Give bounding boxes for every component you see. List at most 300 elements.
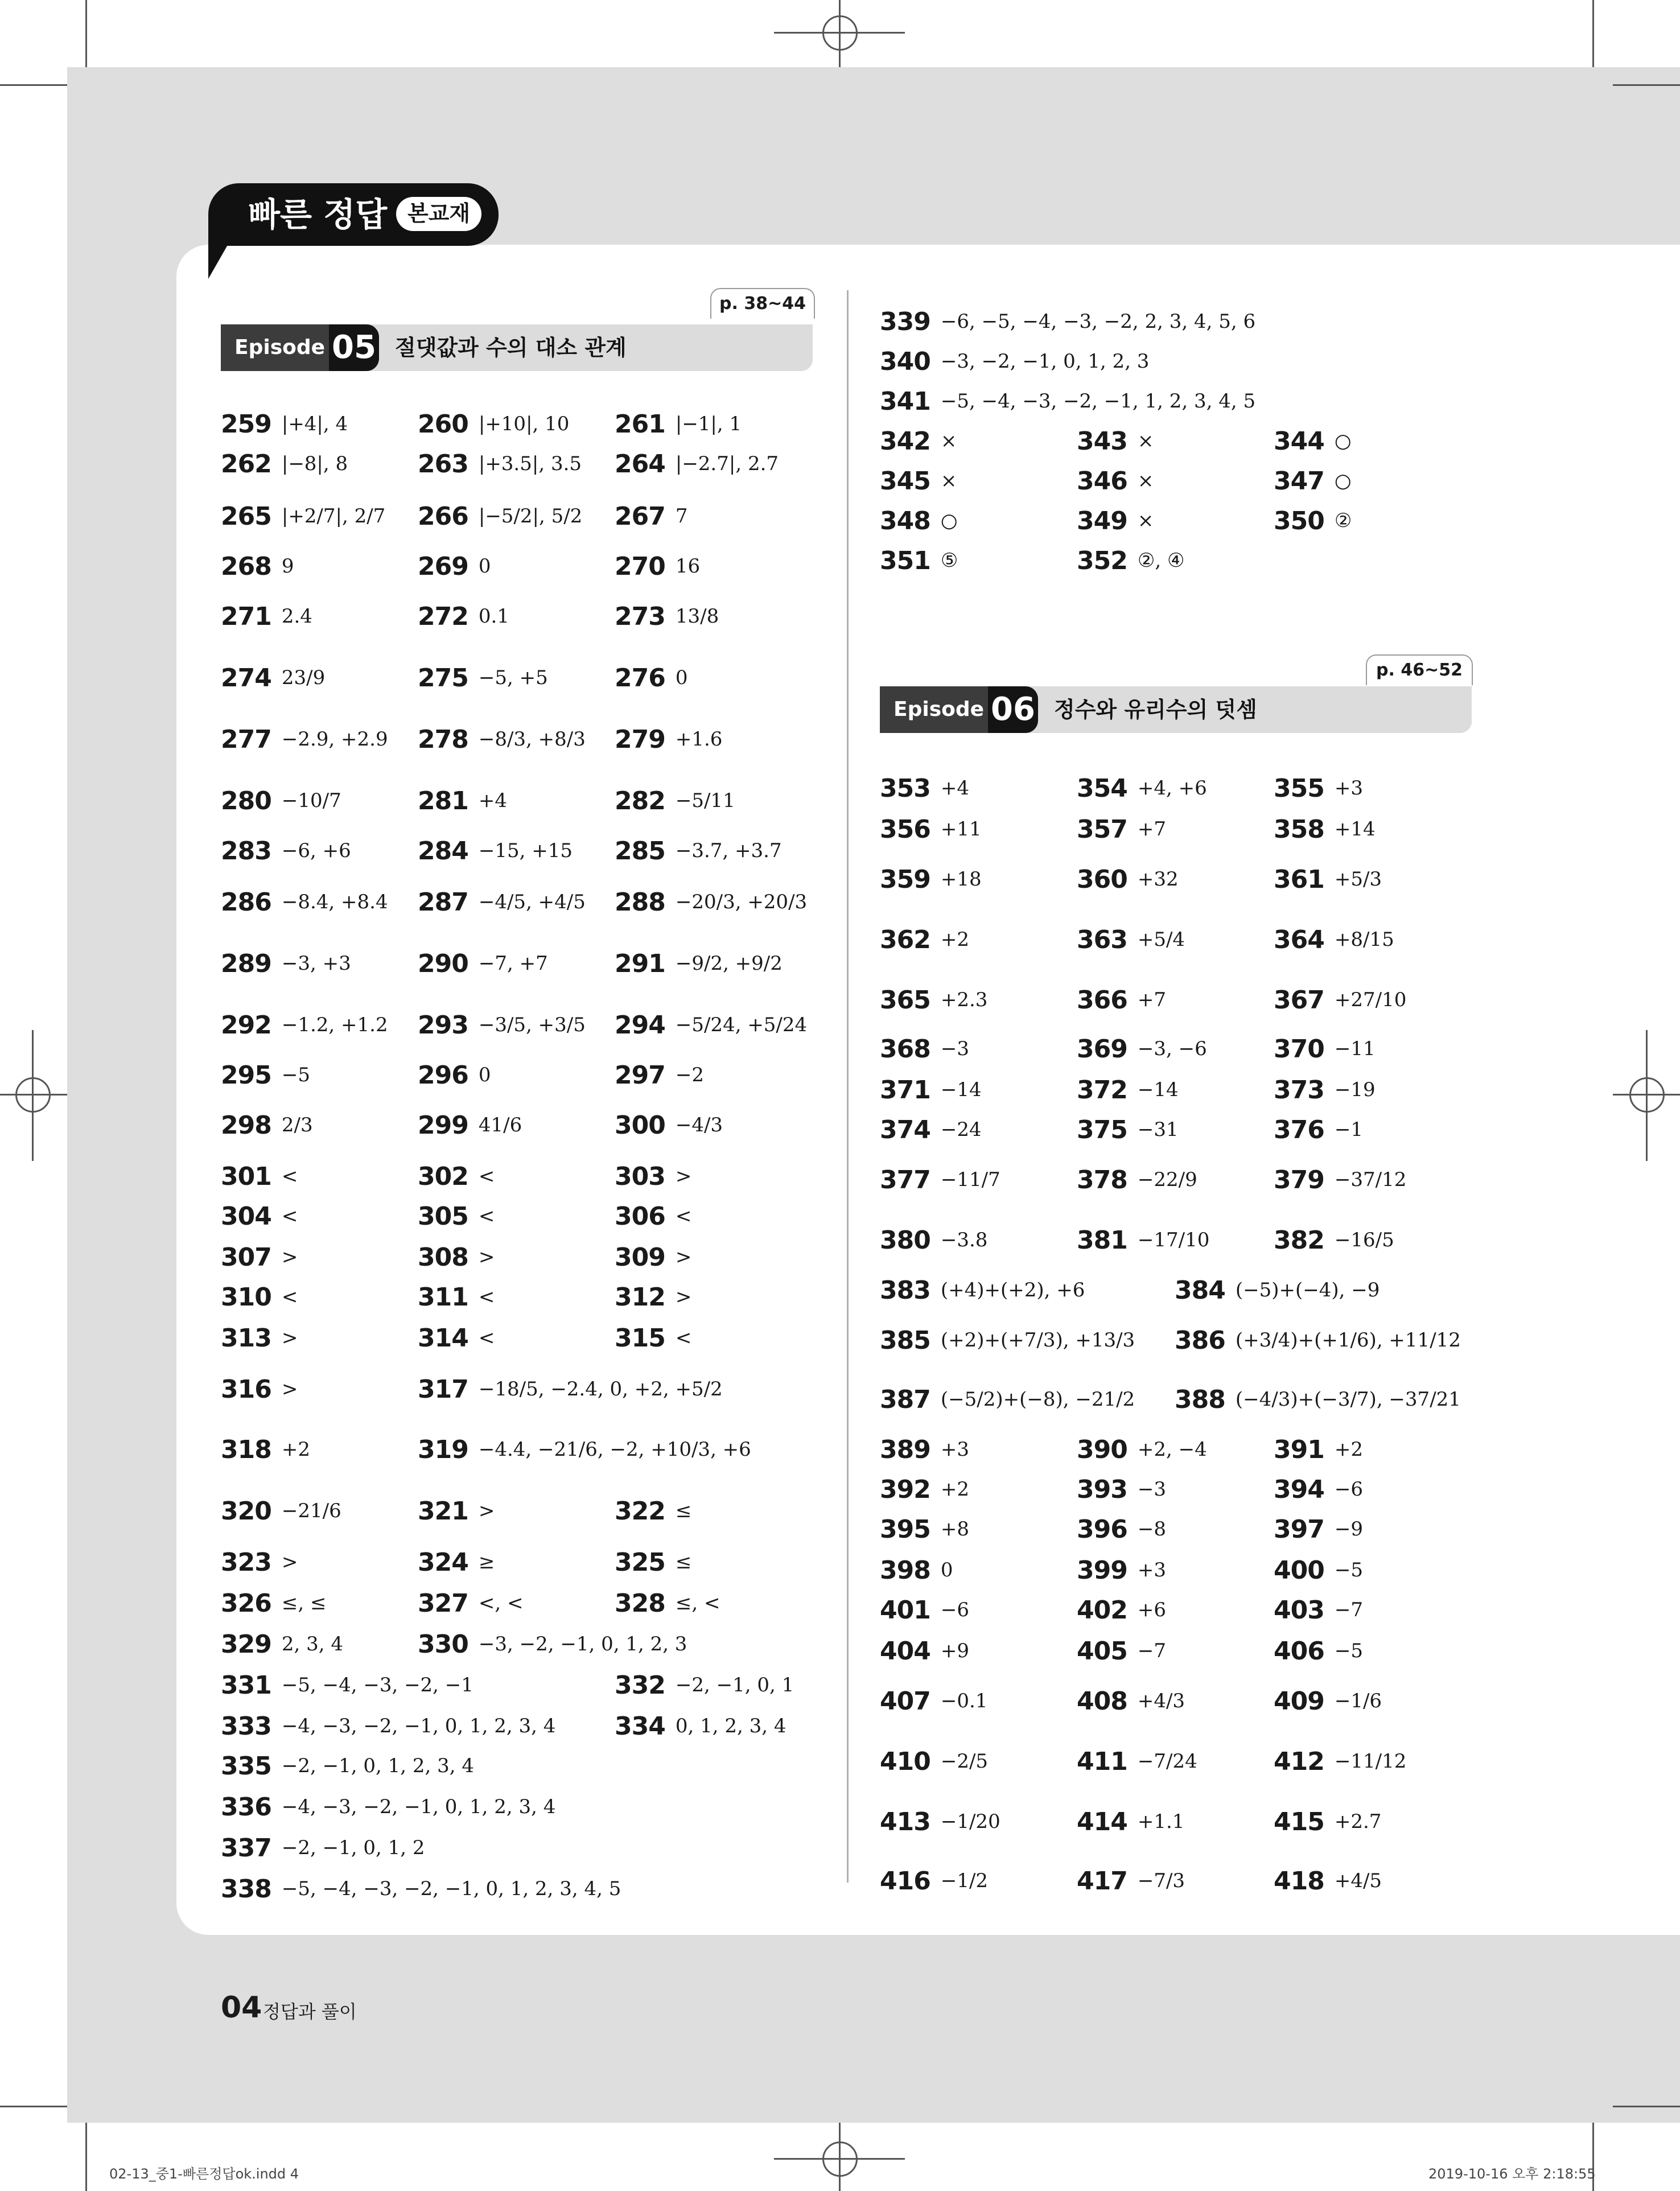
answer-value: −8/3, +8/3 <box>478 728 586 751</box>
answer-value: −7, +7 <box>478 952 548 975</box>
problem-number: 399 <box>1077 1555 1127 1585</box>
problem-number: 418 <box>1274 1866 1324 1896</box>
answer-value: +3 <box>1334 777 1363 800</box>
answer-value: × <box>940 430 957 452</box>
answer-value: > <box>478 1246 495 1269</box>
problem-number: 407 <box>880 1686 930 1716</box>
answer-item <box>221 1869 621 1909</box>
answer-row <box>880 1379 1483 1419</box>
answer-item <box>1077 920 1185 959</box>
problem-number: 312 <box>615 1282 665 1312</box>
answer-item <box>1274 768 1363 808</box>
answer-item <box>418 1491 495 1531</box>
answer-row <box>880 1029 1483 1069</box>
answer-value: |+2/7|, 2/7 <box>281 505 386 528</box>
answer-value: −5 <box>1334 1559 1363 1582</box>
answer-item <box>1274 1029 1376 1069</box>
answer-value: 13/8 <box>675 605 719 628</box>
answer-value: −11/12 <box>1334 1750 1407 1773</box>
answer-item <box>880 1590 969 1630</box>
answer-value: +2 <box>940 928 969 951</box>
answer-item <box>880 809 982 849</box>
page-label: 정답과 풀이 <box>263 2001 357 2023</box>
answer-item <box>1175 1270 1380 1310</box>
answer-item <box>615 1277 691 1317</box>
answer-value: −2 <box>675 1064 704 1086</box>
problem-number: 370 <box>1274 1034 1324 1064</box>
answer-value: −11 <box>1334 1037 1376 1060</box>
answer-row <box>880 341 1483 381</box>
problem-number: 347 <box>1274 466 1324 496</box>
answer-value: −5, −4, −3, −2, −1 <box>281 1674 473 1696</box>
answer-value: +2, −4 <box>1137 1438 1207 1461</box>
problem-number: 340 <box>880 347 930 376</box>
registration-mark-icon <box>822 15 858 51</box>
answer-row <box>221 496 824 536</box>
problem-number: 354 <box>1077 773 1127 803</box>
answer-item <box>221 1665 473 1705</box>
problem-number: 389 <box>880 1435 930 1464</box>
answer-item <box>221 1005 388 1045</box>
episode-title: 절댓값과 수의 대소 관계 <box>395 335 627 360</box>
answer-value: 0, 1, 2, 3, 4 <box>675 1715 787 1737</box>
problem-number: 388 <box>1175 1385 1225 1414</box>
answer-value: |+4|, 4 <box>281 413 348 435</box>
answer-value: 0 <box>478 555 491 578</box>
problem-number: 293 <box>418 1010 468 1040</box>
answer-value: +2 <box>940 1478 969 1501</box>
answer-row <box>221 404 824 444</box>
problem-number: 325 <box>615 1547 665 1577</box>
answer-row <box>880 381 1483 421</box>
answer-value: −14 <box>1137 1078 1179 1101</box>
answer-item <box>221 1156 298 1196</box>
problem-number: 294 <box>615 1010 665 1040</box>
problem-number: 284 <box>418 836 468 866</box>
problem-number: 346 <box>1077 466 1127 496</box>
problem-number: 401 <box>880 1595 930 1625</box>
answer-item <box>1274 1590 1363 1630</box>
problem-number: 337 <box>221 1833 271 1863</box>
answer-item <box>880 1320 1135 1360</box>
problem-number: 311 <box>418 1282 468 1312</box>
answer-row <box>880 1631 1483 1671</box>
problem-number: 288 <box>615 887 665 917</box>
slug-filename: 02-13_중1-빠른정답ok.indd 4 <box>109 2166 299 2182</box>
answer-item <box>1274 1469 1363 1509</box>
problem-number: 324 <box>418 1547 468 1577</box>
answer-item <box>615 1706 786 1746</box>
answer-value: ② <box>1334 509 1352 532</box>
answer-value: +5/4 <box>1137 928 1185 951</box>
problem-number: 310 <box>221 1282 271 1312</box>
answer-item <box>615 719 722 759</box>
answer-value: +2 <box>281 1438 310 1461</box>
answer-row <box>880 980 1483 1020</box>
answer-item <box>418 658 548 698</box>
answer-item <box>221 1624 343 1664</box>
problem-number: 366 <box>1077 985 1127 1015</box>
answer-item <box>221 546 294 586</box>
problem-number: 348 <box>880 506 930 536</box>
answer-item <box>221 1542 298 1582</box>
problem-number: 263 <box>418 449 468 479</box>
answer-item <box>221 1430 310 1469</box>
column-divider <box>847 290 849 1883</box>
answer-value: ≤ <box>675 1500 692 1522</box>
answer-item <box>1077 1430 1207 1469</box>
answer-value: −4, −3, −2, −1, 0, 1, 2, 3, 4 <box>281 1715 556 1737</box>
answer-value: |−1|, 1 <box>675 413 742 435</box>
problem-number: 307 <box>221 1242 271 1272</box>
answer-value: −5, +5 <box>478 666 548 689</box>
answer-item <box>615 1237 691 1277</box>
answer-value: −4.4, −21/6, −2, +10/3, +6 <box>478 1438 751 1461</box>
problem-number: 300 <box>615 1110 665 1140</box>
registration-mark-icon <box>1629 1077 1665 1113</box>
answer-value: −7/24 <box>1137 1750 1197 1773</box>
answer-item <box>418 1430 751 1469</box>
header-title: 빠른 정답 <box>248 195 388 234</box>
problem-number: 267 <box>615 501 665 531</box>
answer-item <box>221 1105 313 1145</box>
answer-item <box>880 1741 988 1781</box>
problem-number: 364 <box>1274 925 1324 954</box>
answer-item <box>221 781 341 821</box>
problem-number: 385 <box>880 1325 930 1355</box>
answer-value: (+3/4)+(+1/6), +11/12 <box>1235 1329 1461 1352</box>
problem-number: 411 <box>1077 1747 1127 1776</box>
answer-item <box>221 1828 425 1868</box>
problem-number: 381 <box>1077 1225 1127 1255</box>
problem-number: 398 <box>880 1555 930 1585</box>
answer-value: +2 <box>1334 1438 1363 1461</box>
answer-item <box>221 831 351 871</box>
answer-value: < <box>281 1205 298 1228</box>
answer-row <box>221 1665 824 1705</box>
answer-item <box>418 1156 495 1196</box>
answer-item <box>1274 421 1352 461</box>
answer-row <box>221 1055 824 1095</box>
answer-item <box>418 1277 495 1317</box>
answer-value: × <box>940 470 957 492</box>
answer-item <box>880 980 987 1020</box>
problem-number: 358 <box>1274 814 1324 844</box>
answer-value: −16/5 <box>1334 1229 1394 1251</box>
registration-mark-icon <box>15 1077 51 1113</box>
answer-item <box>1077 1741 1197 1781</box>
answer-item <box>1274 1802 1381 1842</box>
answer-value: < <box>281 1165 298 1188</box>
answer-value: −5, −4, −3, −2, −1, 1, 2, 3, 4, 5 <box>940 390 1256 413</box>
answer-row <box>880 1550 1483 1590</box>
problem-number: 299 <box>418 1110 468 1140</box>
answer-row <box>880 1070 1483 1110</box>
answer-row <box>221 1196 824 1236</box>
problem-number: 280 <box>221 786 271 816</box>
answer-value: +4, +6 <box>1137 777 1207 800</box>
problem-number: 272 <box>418 602 468 631</box>
answer-item <box>880 461 957 501</box>
answer-item <box>880 1430 969 1469</box>
answer-row <box>221 1369 824 1409</box>
problem-number: 286 <box>221 887 271 917</box>
answer-value: −37/12 <box>1334 1168 1407 1191</box>
answer-row <box>880 1861 1483 1901</box>
answer-item <box>880 768 969 808</box>
answer-value: −2.9, +2.9 <box>281 728 388 751</box>
answer-value: −3.8 <box>940 1229 988 1251</box>
answer-item <box>418 1369 723 1409</box>
answer-value: −3 <box>1137 1478 1166 1501</box>
answer-value: > <box>281 1378 298 1401</box>
answer-value: < <box>675 1205 692 1228</box>
answer-value: |−5/2|, 5/2 <box>478 505 583 528</box>
answer-item <box>418 546 491 586</box>
problem-number: 408 <box>1077 1686 1127 1716</box>
problem-number: 301 <box>221 1162 271 1191</box>
answer-value: −3, −2, −1, 0, 1, 2, 3 <box>940 350 1150 373</box>
problem-number: 397 <box>1274 1514 1324 1544</box>
answer-item <box>880 1802 1000 1842</box>
answer-value: 0.1 <box>478 605 509 628</box>
answer-value: 7 <box>675 505 688 528</box>
episode-number: 06 <box>988 686 1038 733</box>
problem-number: 394 <box>1274 1475 1324 1504</box>
answer-item <box>880 1631 969 1671</box>
problem-number: 342 <box>880 426 930 456</box>
answer-value: −7 <box>1137 1640 1166 1662</box>
problem-number: 349 <box>1077 506 1127 536</box>
answer-item <box>1274 920 1394 959</box>
answer-value: > <box>281 1327 298 1349</box>
answer-value: −3, −2, −1, 0, 1, 2, 3 <box>478 1633 687 1655</box>
answer-item <box>1274 1110 1363 1150</box>
page-range-left: p. 38~44 <box>710 288 815 319</box>
answer-item <box>221 1491 341 1531</box>
answer-item <box>221 496 385 536</box>
crop-mark <box>85 0 87 67</box>
problem-number: 309 <box>615 1242 665 1272</box>
answer-value: −22/9 <box>1137 1168 1197 1191</box>
answer-item <box>221 1318 298 1358</box>
answer-item <box>615 596 719 636</box>
answer-value: +5/3 <box>1334 868 1382 891</box>
problem-number: 367 <box>1274 985 1324 1015</box>
answer-value: < <box>675 1327 692 1349</box>
problem-number: 373 <box>1274 1075 1324 1105</box>
answer-item <box>1077 1861 1185 1901</box>
answer-value: −19 <box>1334 1078 1376 1101</box>
answer-value: ②, ④ <box>1137 549 1185 572</box>
answer-row <box>221 831 824 871</box>
answer-value: +4 <box>940 777 969 800</box>
problem-number: 369 <box>1077 1034 1127 1064</box>
answer-value: 23/9 <box>281 666 326 689</box>
answer-row <box>880 1741 1483 1781</box>
answer-item <box>1274 980 1406 1020</box>
problem-number: 273 <box>615 602 665 631</box>
problem-number: 326 <box>221 1588 271 1618</box>
answer-value: × <box>1137 509 1154 532</box>
crop-mark <box>1613 2106 1680 2107</box>
crop-mark <box>1613 84 1680 86</box>
answer-value: −10/7 <box>281 789 341 812</box>
answer-row <box>221 1277 824 1317</box>
episode-06-bar <box>880 686 1472 733</box>
answer-value: −7/3 <box>1137 1869 1185 1892</box>
answer-item <box>221 1746 474 1786</box>
answer-row <box>221 658 824 698</box>
problem-number: 416 <box>880 1866 930 1896</box>
problem-number: 331 <box>221 1670 271 1700</box>
answer-item <box>1274 1741 1406 1781</box>
answer-item <box>880 1861 988 1901</box>
problem-number: 335 <box>221 1751 271 1781</box>
problem-number: 291 <box>615 949 665 978</box>
answer-value: +2.3 <box>940 989 988 1011</box>
answer-value: −3/5, +3/5 <box>478 1014 586 1036</box>
answer-value: < <box>478 1205 495 1228</box>
problem-number: 400 <box>1274 1555 1324 1585</box>
answer-value: −4/3 <box>675 1114 723 1136</box>
answer-value: |+10|, 10 <box>478 413 570 435</box>
answer-item <box>418 596 509 636</box>
answer-value: −1.2, +1.2 <box>281 1014 388 1036</box>
answer-item <box>880 1220 987 1260</box>
answer-value: ≤ <box>675 1551 692 1574</box>
answer-item <box>880 501 958 541</box>
answer-row <box>221 882 824 922</box>
problem-number: 320 <box>221 1496 271 1526</box>
answer-item <box>1274 1430 1363 1469</box>
problem-number: 285 <box>615 836 665 866</box>
problem-number: 414 <box>1077 1807 1127 1836</box>
problem-number: 333 <box>221 1711 271 1741</box>
answer-value: ≤, < <box>675 1592 720 1615</box>
page-range-right: p. 46~52 <box>1366 654 1473 685</box>
answer-value: −31 <box>1137 1118 1179 1141</box>
answer-item <box>418 1583 523 1623</box>
answer-item <box>880 920 969 959</box>
episode-title: 정수와 유리수의 덧셈 <box>1054 697 1257 722</box>
answer-value: 2.4 <box>281 605 312 628</box>
answer-item <box>221 1583 326 1623</box>
answer-value: (−4/3)+(−3/7), −37/21 <box>1235 1388 1461 1411</box>
problem-number: 297 <box>615 1060 665 1090</box>
answer-row <box>221 1491 824 1531</box>
answer-value: −1/6 <box>1334 1690 1382 1712</box>
answer-item <box>880 1469 969 1509</box>
answer-item <box>880 381 1255 421</box>
answer-value: −24 <box>940 1118 982 1141</box>
answer-item <box>1077 421 1154 461</box>
problem-number: 266 <box>418 501 468 531</box>
answer-item <box>880 1110 982 1150</box>
answer-row <box>221 1156 824 1196</box>
answer-row <box>880 768 1483 808</box>
problem-number: 305 <box>418 1201 468 1231</box>
answer-value: +27/10 <box>1334 989 1407 1011</box>
problem-number: 319 <box>418 1435 468 1464</box>
answer-item <box>880 302 1255 341</box>
answer-item <box>615 1665 794 1705</box>
problem-number: 314 <box>418 1323 468 1353</box>
answer-item <box>1077 1070 1179 1110</box>
problem-number: 283 <box>221 836 271 866</box>
problem-number: 357 <box>1077 814 1127 844</box>
answer-item <box>1077 1550 1166 1590</box>
problem-number: 275 <box>418 663 468 693</box>
problem-number: 336 <box>221 1792 271 1822</box>
answer-value: −6, −5, −4, −3, −2, 2, 3, 4, 5, 6 <box>940 310 1256 333</box>
answer-row <box>880 920 1483 959</box>
answer-item <box>615 781 735 821</box>
answer-row <box>880 1590 1483 1630</box>
answer-row <box>880 1509 1483 1549</box>
problem-number: 392 <box>880 1475 930 1504</box>
answer-row <box>880 1802 1483 1842</box>
problem-number: 332 <box>615 1670 665 1700</box>
answer-item <box>1077 980 1166 1020</box>
answer-item <box>1077 859 1179 899</box>
answer-value: > <box>675 1165 692 1188</box>
answer-value: −8 <box>1137 1518 1166 1541</box>
answer-value: −9/2, +9/2 <box>675 952 783 975</box>
answer-value: +7 <box>1137 989 1166 1011</box>
episode-05-bar <box>221 324 813 371</box>
answer-value: −21/6 <box>281 1500 341 1522</box>
episode-number: 05 <box>329 324 379 371</box>
answer-item <box>221 1787 555 1827</box>
problem-number: 317 <box>418 1374 468 1404</box>
answer-row <box>221 1318 824 1358</box>
slug-timestamp: 2019-10-16 오후 2:18:55 <box>1428 2166 1596 2182</box>
answer-item <box>615 1105 723 1145</box>
problem-number: 313 <box>221 1323 271 1353</box>
problem-number: 410 <box>880 1747 930 1776</box>
answer-value: −14 <box>940 1078 982 1101</box>
problem-number: 334 <box>615 1711 665 1741</box>
answer-value: × <box>1137 430 1154 452</box>
answer-row <box>221 1005 824 1045</box>
answer-value: 0 <box>478 1064 491 1086</box>
problem-number: 330 <box>418 1629 468 1659</box>
problem-number: 321 <box>418 1496 468 1526</box>
problem-number: 383 <box>880 1275 930 1305</box>
episode-label: Episode <box>221 324 329 371</box>
problem-number: 290 <box>418 949 468 978</box>
answer-item <box>1175 1320 1461 1360</box>
answer-value: −3, −6 <box>1137 1037 1207 1060</box>
answer-item <box>1077 1681 1185 1721</box>
problem-number: 350 <box>1274 506 1324 536</box>
answer-value: < <box>478 1165 495 1188</box>
problem-number: 387 <box>880 1385 930 1414</box>
answer-item <box>221 1196 298 1236</box>
problem-number: 265 <box>221 501 271 531</box>
answer-item <box>1077 1110 1179 1150</box>
answer-row <box>221 1624 824 1664</box>
answer-value: > <box>281 1246 298 1269</box>
answer-value: ≤, ≤ <box>281 1592 327 1615</box>
answer-value: ○ <box>940 509 958 532</box>
answer-row <box>221 1237 824 1277</box>
answer-value: −4/5, +4/5 <box>478 891 586 913</box>
problem-number: 374 <box>880 1115 930 1144</box>
answer-item <box>880 541 958 580</box>
answer-value: −7 <box>1334 1599 1363 1621</box>
